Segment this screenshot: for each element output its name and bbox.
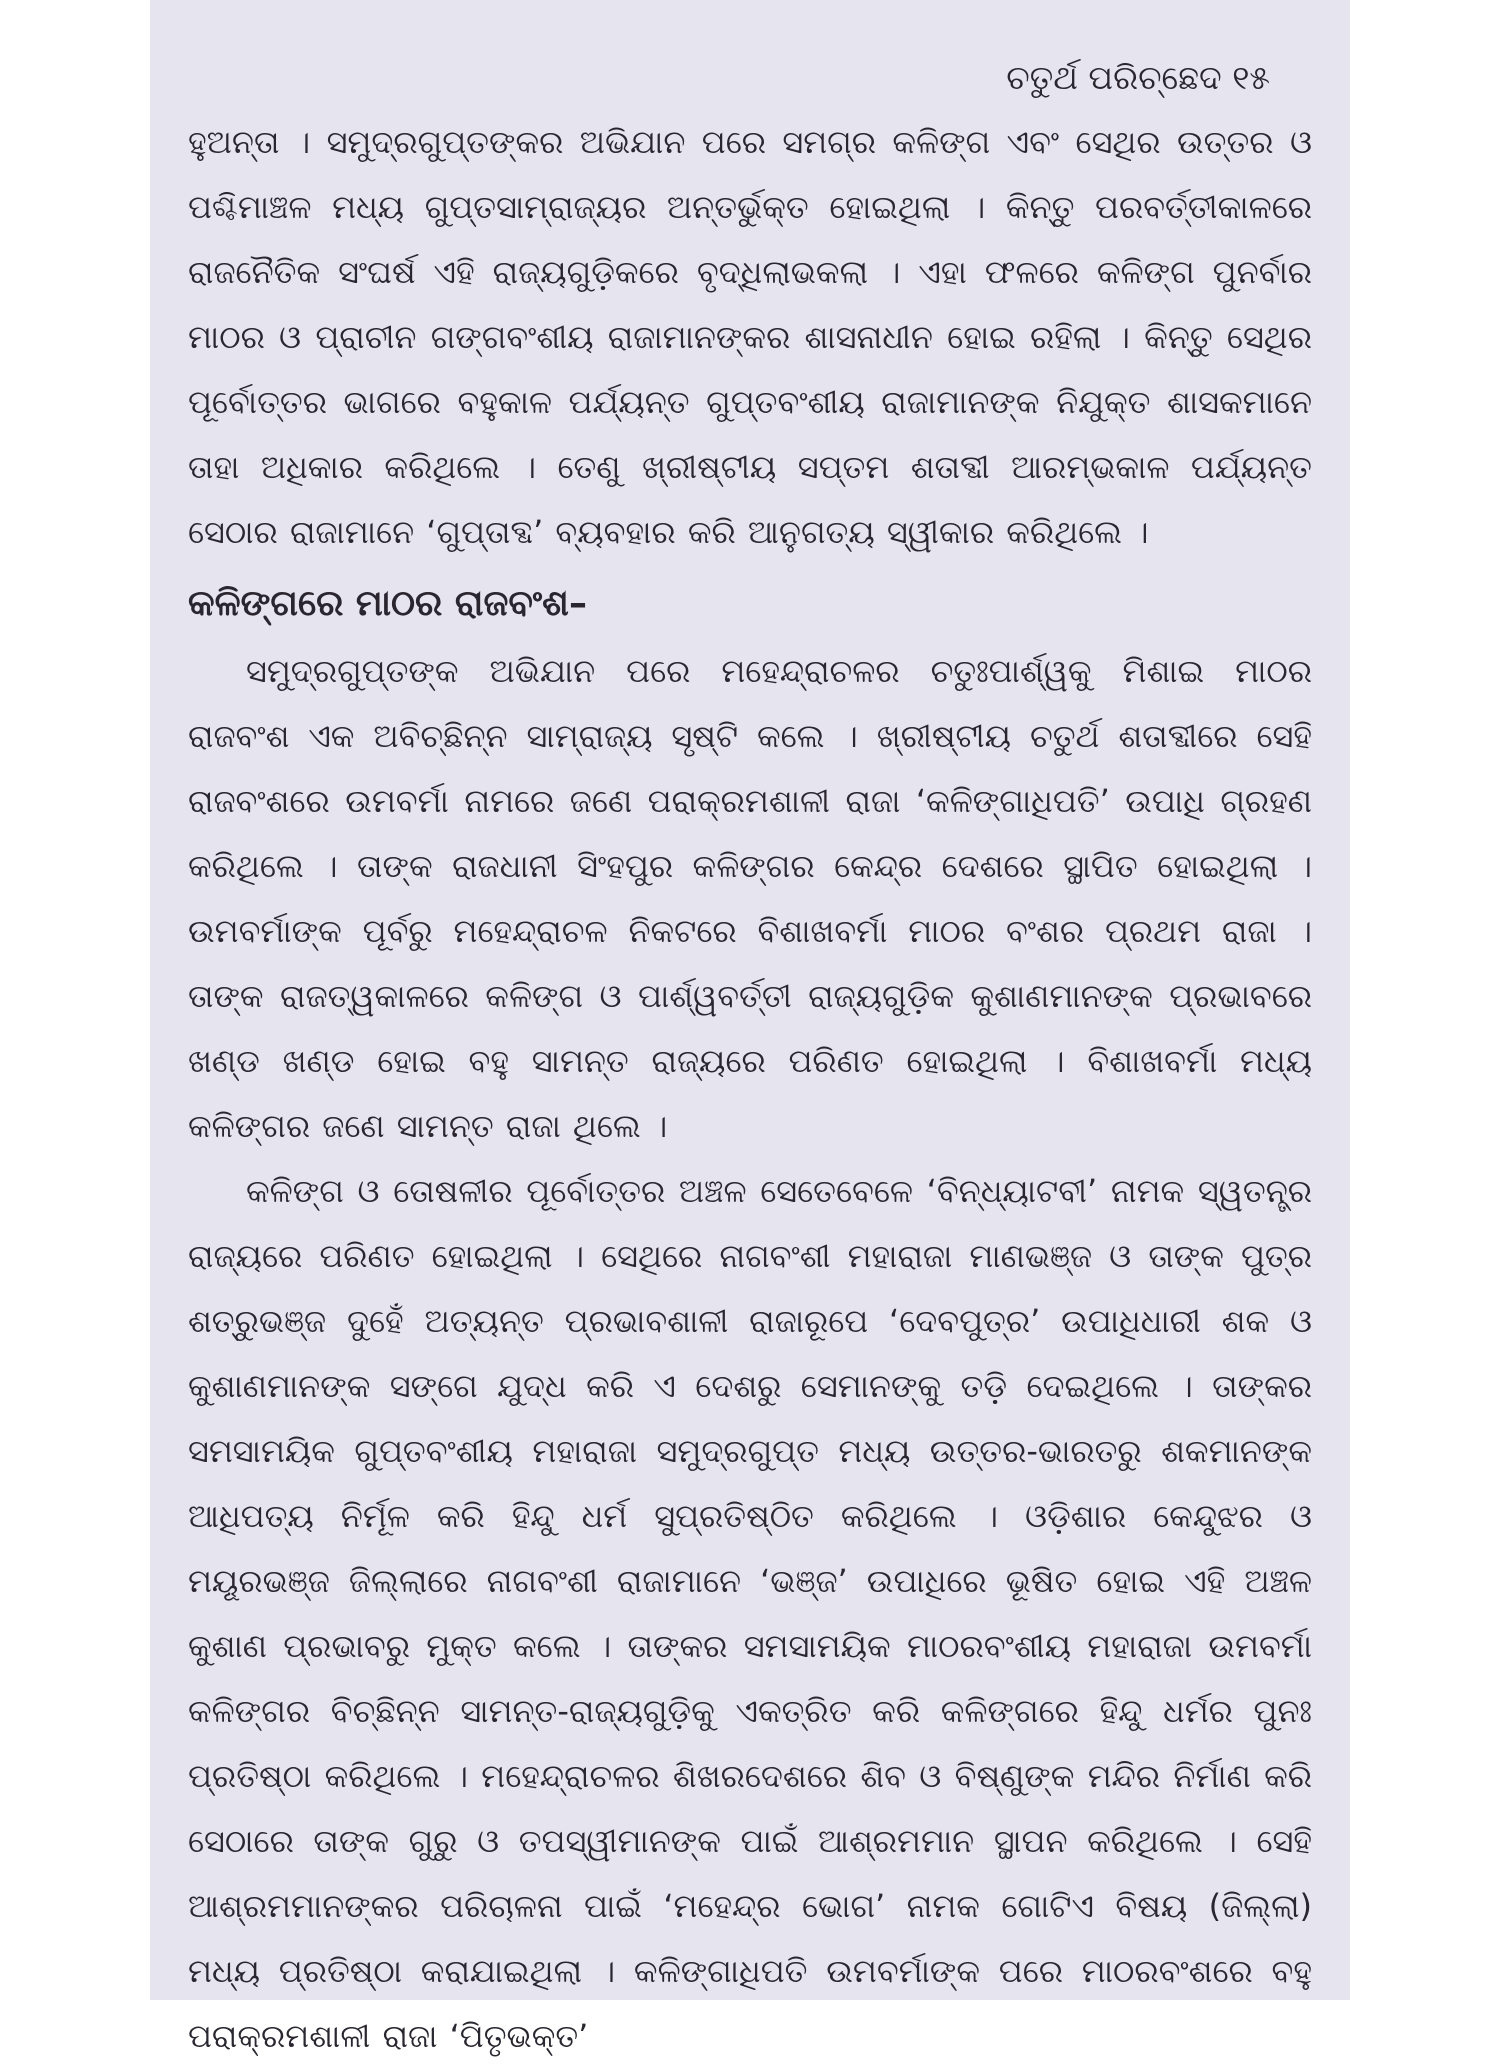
book-page — [150, 0, 1350, 2055]
paragraph-1: ହୁଅନ୍ତା । ସମୁଦ୍ରଗୁପ୍ତଙ୍କର ଅଭିଯାନ ପରେ ସମଗ୍ର କଳିଙ୍ଗ ଏବଂ ସେଥିର ଉତ୍ତର ଓ ପଶ୍ଚିମାଞ୍ଚଳ ମଧ୍ୟ ଗୁପ୍ତସାମ୍ରାଜ୍ୟର ଅନ୍ତର୍ଭୁକ୍ତ ହୋଇଥିଲା । କିନ୍ତୁ ପରବର୍ତ୍ତୀକାଳରେ ରାଜନୈତିକ ସଂଘର୍ଷ ଏହି ରାଜ୍ୟଗୁଡ଼ିକରେ ବୃଦ୍ଧିଲାଭକଲା । ଏହା ଫଳରେ କଳିଙ୍ଗ ପୁନର୍ବାର ମାଠର ଓ ପ୍ରାଚୀନ ଗଙ୍ଗବଂଶୀୟ ରାଜାମାନଙ୍କର ଶାସନାଧୀନ ହୋଇ ରହିଲା । କିନ୍ତୁ ସେଥିର ପୂର୍ବୋତ୍ତର ଭାଗରେ ବହୁକାଳ ପର୍ଯ୍ୟନ୍ତ ଗୁପ୍ତବଂଶୀୟ ରାଜାମାନଙ୍କ ନିଯୁକ୍ତ ଶାସକମାନେ ତାହା ଅଧିକାର କରିଥିଲେ । ତେଣୁ ଖ୍ରୀଷ୍ଟୀୟ ସପ୍ତମ ଶତାବ୍ଦୀ ଆରମ୍ଭକାଳ ପର୍ଯ୍ୟନ୍ତ ସେଠାର ରାଜାମାନେ ‘ଗୁପ୍ତାବ୍ଦ’ ବ୍ୟବହାର କରି ଆନୁଗତ୍ୟ ସ୍ୱୀକାର କରିଥିଲେ । — [188, 123, 1312, 551]
paragraph-2: ସମୁଦ୍ରଗୁପ୍ତଙ୍କ ଅଭିଯାନ ପରେ ମହେନ୍ଦ୍ରାଚଳର ଚତୁଃପାର୍ଶ୍ୱକୁ ମିଶାଇ ମାଠର ରାଜବଂଶ ଏକ ଅବିଚ୍ଛିନ୍ନ ସାମ୍ରାଜ୍ୟ ସୃଷ୍ଟି କଲେ । ଖ୍ରୀଷ୍ଟୀୟ ଚତୁର୍ଥ ଶତାବ୍ଦୀରେ ସେହି ରାଜବଂଶରେ ଉମବର୍ମା ନାମରେ ଜଣେ ପରାକ୍ରମଶାଳୀ ରାଜା ‘କଳିଙ୍ଗାଧିପତି’ ଉପାଧି ଗ୍ରହଣ କରିଥିଲେ । ତାଙ୍କ ରାଜଧାନୀ ସିଂହପୁର କଳିଙ୍ଗର କେନ୍ଦ୍ର ଦେଶରେ ସ୍ଥାପିତ ହୋଇଥିଲା । ଉମବର୍ମାଙ୍କ ପୂର୍ବରୁ ମହେନ୍ଦ୍ରାଚଳ ନିକଟରେ ବିଶାଖବର୍ମା ମାଠର ବଂଶର ପ୍ରଥମ ରାଜା । ତାଙ୍କ ରାଜତ୍ୱକାଳରେ କଳିଙ୍ଗ ଓ ପାର୍ଶ୍ୱବର୍ତ୍ତୀ ରାଜ୍ୟଗୁଡ଼ିକ କୁଶାଣମାନଙ୍କ ପ୍ରଭାବରେ ଖଣ୍ଡ ଖଣ୍ଡ ହୋଇ ବହୁ ସାମନ୍ତ ରାଜ୍ୟରେ ପରିଣତ ହୋଇଥିଲା । ବିଶାଖବର୍ମା ମଧ୍ୟ କଳିଙ୍ଗର ଜଣେ ସାମନ୍ତ ରାଜା ଥିଲେ । — [188, 652, 1312, 1145]
paragraph-3: କଳିଙ୍ଗ ଓ ତୋଷଳୀର ପୂର୍ବୋତ୍ତର ଅଞ୍ଚଳ ସେତେବେଳେ ‘ବିନ୍ଧ୍ୟାଟବୀ’ ନାମକ ସ୍ୱତନ୍ତ୍ର ରାଜ୍ୟରେ ପରିଣତ ହୋଇଥିଲା । ସେଥିରେ ନାଗବଂଶୀ ମହାରାଜା ମାଣଭଞ୍ଜ ଓ ତାଙ୍କ ପୁତ୍ର ଶତ୍ରୁଭଞ୍ଜ ଦୁହେଁ ଅତ୍ୟନ୍ତ ପ୍ରଭାବଶାଳୀ ରାଜାରୂପେ ‘ଦେବପୁତ୍ର’ ଉପାଧିଧାରୀ ଶକ ଓ କୁଶାଣମାନଙ୍କ ସଙ୍ଗେ ଯୁଦ୍ଧ କରି ଏ ଦେଶରୁ ସେମାନଙ୍କୁ ତଡ଼ି ଦେଇଥିଲେ । ତାଙ୍କର ସମସାମୟିକ ଗୁପ୍ତବଂଶୀୟ ମହାରାଜା ସମୁଦ୍ରଗୁପ୍ତ ମଧ୍ୟ ଉତ୍ତର-ଭାରତରୁ ଶକମାନଙ୍କ ଆଧିପତ୍ୟ ନିର୍ମୂଳ କରି ହିନ୍ଦୁ ଧର୍ମ ସୁପ୍ରତିଷ୍ଠିତ କରିଥିଲେ । ଓଡ଼ିଶାର କେନ୍ଦୁଝର ଓ ମୟୂରଭଞ୍ଜ ଜିଲ୍ଲାରେ ନାଗବଂଶୀ ରାଜାମାନେ ‘ଭଞ୍ଜ’ ଉପାଧିରେ ଭୂଷିତ ହୋଇ ଏହି ଅଞ୍ଚଳ କୁଶାଣ ପ୍ରଭାବରୁ ମୁକ୍ତ କଲେ । ତାଙ୍କର ସମସାମୟିକ ମାଠରବଂଶୀୟ ମହାରାଜା ଉମବର୍ମା କଳିଙ୍ଗର ବିଚ୍ଛିନ୍ନ ସାମନ୍ତ-ରାଜ୍ୟଗୁଡ଼ିକୁ ଏକତ୍ରିତ କରି କଳିଙ୍ଗରେ ହିନ୍ଦୁ ଧର୍ମର ପୁନଃ ପ୍ରତିଷ୍ଠା କରିଥିଲେ । ମହେନ୍ଦ୍ରାଚଳର ଶିଖରଦେଶରେ ଶିବ ଓ ବିଷ୍ଣୁଙ୍କ ମନ୍ଦିର ନିର୍ମାଣ କରି ସେଠାରେ ତାଙ୍କ ଗୁରୁ ଓ ତପସ୍ୱୀମାନଙ୍କ ପାଇଁ ଆଶ୍ରମମାନ ସ୍ଥାପନ କରିଥିଲେ । ସେହି ଆଶ୍ରମମାନଙ୍କର ପରିଚାଳନା ପାଇଁ ‘ମହେନ୍ଦ୍ର ଭୋଗ’ ନାମକ ଗୋଟିଏ ବିଷୟ (ଜିଲ୍ଲା) ମଧ୍ୟ ପ୍ରତିଷ୍ଠା କରାଯାଇଥିଲା । କଳିଙ୍ଗାଧିପତି ଉମବର୍ମାଙ୍କ ପରେ ମାଠରବଂଶରେ ବହୁ ପରାକ୍ରମଶାଳୀ ରାଜା ‘ପିତୃଭକ୍ତ’ — [188, 1172, 1312, 2055]
section-heading: କଳିଙ୍ଗରେ ମାଠର ରାଜବଂଶ– — [188, 583, 587, 624]
running-head: ଚତୁର୍ଥ ପରିଚ୍ଛେଦ ୧୫ — [1006, 58, 1270, 97]
